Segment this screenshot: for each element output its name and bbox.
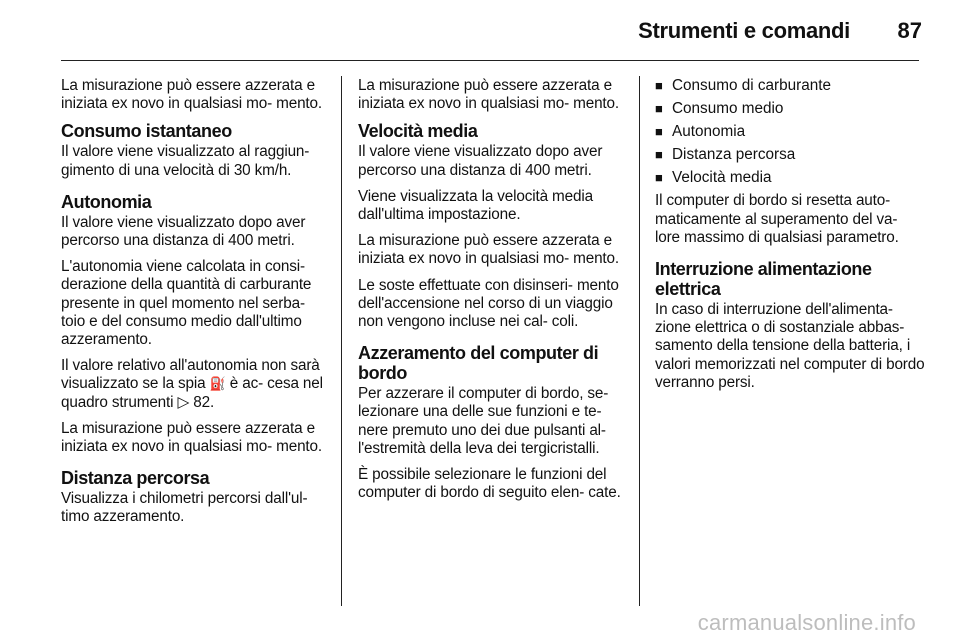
list-item: ■ Consumo medio	[655, 100, 925, 118]
page-title: Strumenti e comandi	[638, 18, 850, 43]
page-reference: 82.	[193, 393, 215, 411]
paragraph: La misurazione può essere azzerata e iniziata ex novo in qualsiasi mo- mento.	[61, 419, 322, 456]
list-item: ■ Distanza percorsa	[655, 146, 925, 164]
heading-consumo-istantaneo: Consumo istantaneo	[61, 121, 232, 142]
column-divider-2	[639, 76, 640, 606]
paragraph: Viene visualizzata la velocità media dall'ultima impostazione.	[358, 187, 593, 224]
paragraph: Per azzerare il computer di bordo, se- lezionare una delle sue funzioni e te- nere premuto uno dei due pulsanti al- l'estremità della leva dei tergicristalli.	[358, 385, 609, 457]
paragraph: In caso di interruzione dell'alimenta- zione elettrica o di sostanziale abbas- samento della tensione della batteria, i valori memorizzati nel computer di bordo verranno persi.	[655, 301, 925, 391]
paragraph: Il valore viene visualizzato dopo aver percorso una distanza di 400 metri.	[61, 213, 306, 250]
column-2	[358, 77, 626, 510]
paragraph: L'autonomia viene calcolata in consi- derazione della quantità di carburante presente in quel momento nel serba- toio e del consumo medio dall'ultimo azzeramento.	[61, 258, 312, 349]
paragraph: La misurazione può essere azzerata e iniziata ex novo in qualsiasi mo- mento.	[358, 232, 619, 268]
paragraph: È possibile selezionare le funzioni del computer di bordo di seguito elen- cate.	[358, 466, 621, 502]
column-divider-1	[341, 76, 342, 606]
paragraph: Visualizza i chilometri percorsi dall'ul- timo azzeramento.	[61, 490, 308, 526]
warning-text-after: è ac- cesa nel quadro strumenti	[61, 375, 323, 411]
header-divider	[61, 60, 919, 61]
heading-autonomia: Autonomia	[61, 191, 152, 212]
heading-velocita-media: Velocità media	[358, 121, 478, 142]
column-1	[61, 77, 326, 535]
list-item: ■ Velocità media	[655, 169, 925, 187]
paragraph: Il valore viene visualizzato al raggiun- gimento di una velocità di 30 km/h.	[61, 143, 310, 179]
heading-interruzione-alimentazione: Interruzione alimentazione elettrica	[655, 259, 872, 300]
list-item: ■ Autonomia	[655, 123, 925, 141]
intro-paragraph: La misurazione può essere azzerata e iniziata ex novo in qualsiasi mo- mento.	[61, 77, 322, 113]
paragraph: Il valore viene visualizzato dopo aver percorso una distanza di 400 metri.	[358, 143, 603, 179]
heading-azzeramento-computer: Azzeramento del computer di bordo	[358, 343, 599, 384]
list-item: ■ Consumo di carburante	[655, 77, 925, 95]
fuel-pump-icon: ⛽	[209, 376, 226, 392]
watermark: carmanualsonline.info	[697, 610, 916, 635]
triangle-right-icon: ▷	[177, 393, 190, 411]
paragraph: Il computer di bordo si resetta auto- maticamente al superamento del va- lore massimo di qualsiasi parametro.	[655, 192, 899, 246]
warning-paragraph	[61, 357, 326, 412]
function-list	[655, 77, 925, 188]
heading-distanza-percorsa: Distanza percorsa	[61, 468, 210, 489]
paragraph: Le soste effettuate con disinseri- mento dell'accensione nel corso di un viaggio non vengono incluse nei cal- coli.	[358, 276, 619, 331]
warning-text-before: Il valore relativo all'autonomia non sarà visualizzato se la spia	[61, 357, 320, 393]
column-3	[655, 77, 925, 400]
page-number: 87	[897, 18, 922, 43]
intro-paragraph: La misurazione può essere azzerata e iniziata ex novo in qualsiasi mo- mento.	[358, 77, 619, 113]
